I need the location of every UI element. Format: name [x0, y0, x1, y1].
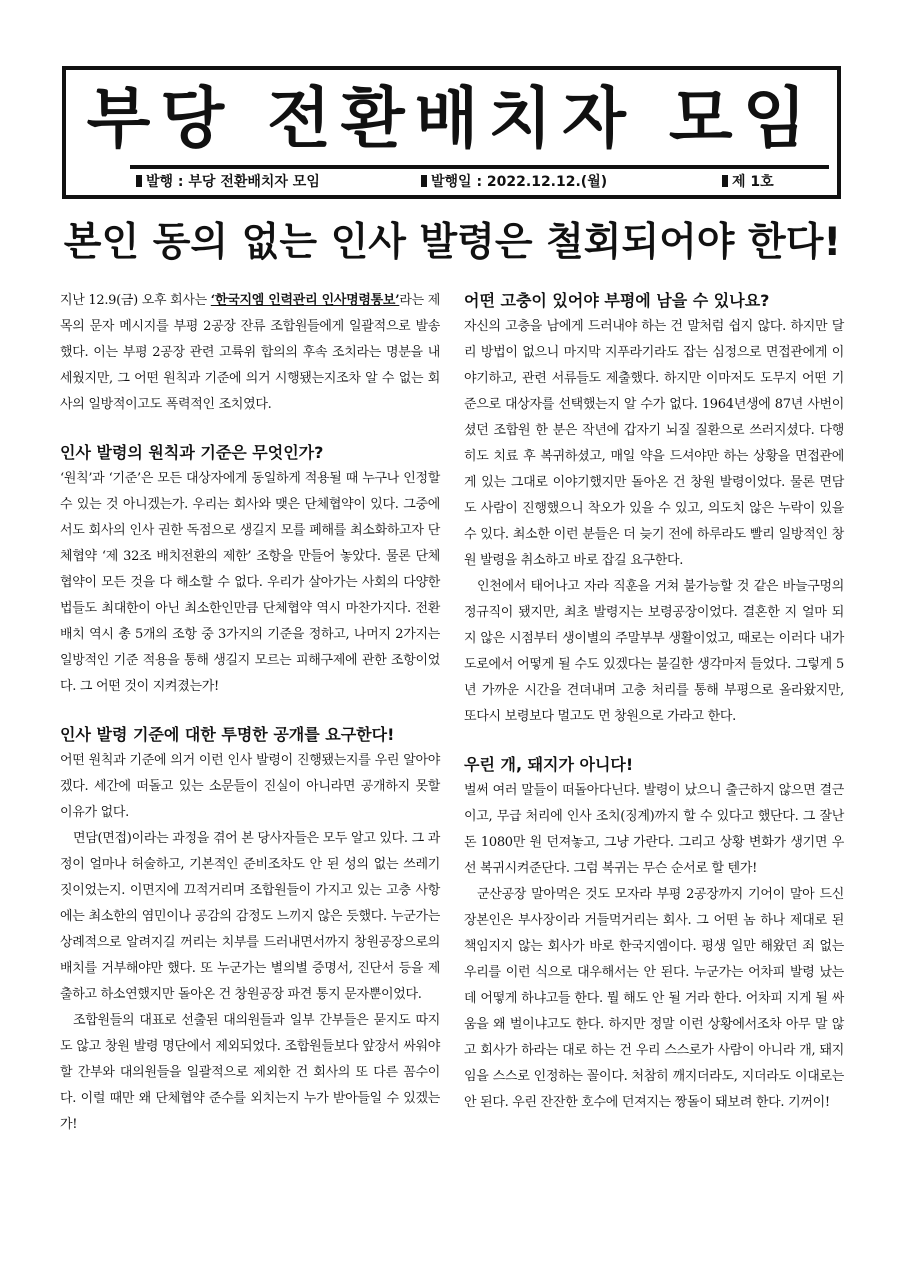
masthead-rule: [130, 165, 829, 169]
intro-paragraph: [60, 288, 440, 418]
intro-text-strong: ‘한국지엠 인력관리 인사명령통보’: [210, 293, 400, 308]
left-column: [60, 288, 440, 1138]
paragraph: 자신의 고충을 남에게 드러내야 하는 건 말처럼 쉽지 않다. 하지만 달리 방법이 없으니 마지막 지푸라기라도 잡는 심정으로 면접관에게 이야기하고, 관련 서류들도 제출했다. 하지만 이마저도 도무지 어떤 기준으로 대상자를 선택했는지 알 수가 없다. 1964년생에 87년 사번이셨던 조합원 한 분은 작년에 갑자기 뇌질 질환으로 쓰러지셨다. 다행히도 치료 후 복귀하셨고, 매일 약을 드셔야만 하는 상황을 면접관에게 있는 그대로 이야기했지만 돌아온 건 창원 발령이었다. 물론 면담도 사람이 진행했으니 착오가 있을 수 있고, 의도치 않은 누락이 있을 수 있다. 최소한 이런 분들은 더 늦기 전에 하루라도 빨리 일방적인 창원 발령을 취소하고 바로 잡길 요구한다.: [464, 319, 844, 568]
paragraph: 어떤 원칙과 기준에 의거 이런 인사 발령이 진행됐는지를 우린 알아야겠다. 세간에 떠돌고 있는 소문들이 진실이 아니라면 공개하지 못할 이유가 없다.: [60, 753, 440, 820]
masthead-issue: [722, 173, 774, 191]
intro-text-post: 라는 제목의 문자 메시지를 부평 2공장 잔류 조합원들에게 일괄적으로 발송했다. 이는 부평 2공장 관련 고륙위 합의의 후속 조치라는 명분을 내세웠지만, 그 어떤 원칙과 기준에 의거 시행됐는지조차 알 수 없는 회사의 일방적이고도 폭력적인 조치였다.: [60, 293, 440, 412]
bullet-square-icon: [421, 175, 427, 187]
masthead: [62, 66, 841, 199]
intro-text-pre: 지난 12.9(금) 오후 회사는: [60, 293, 211, 308]
paragraph: 면담(면접)이라는 과정을 겪어 본 당사자들은 모두 알고 있다. 그 과정이 얼마나 허술하고, 기본적인 준비조차도 안 된 성의 없는 쓰레기 짓이었는지. 이면지에 끄적거리며 조합원들이 가지고 있는 고충 사항에는 최소한의 염민이나 공감의 감정도 느끼지 않은 듯했다. 누군가는 상례적으로 알려지길 꺼리는 치부를 드러내면서까지 창원공장으로의 배치를 거부해야만 했다. 또 누군가는 별의별 증명서, 진단서 등을 제출하고 하소연했지만 돌아온 건 창원공장 파견 통지 문자뿐이었다.: [60, 831, 440, 1002]
date-text: 발행일 : 2022.12.12.(월): [431, 174, 608, 190]
bullet-square-icon: [136, 175, 142, 187]
publisher-text: 발행 : 부당 전환배치자 모임: [146, 174, 320, 190]
section-heading: 인사 발령의 원칙과 기준은 무엇인가?: [60, 443, 324, 462]
section-heading: 인사 발령 기준에 대한 투명한 공개를 요구한다!: [60, 725, 395, 744]
masthead-title: 부당 전환배치자 모임: [86, 80, 817, 157]
headline: 본인 동의 없는 인사 발령은 철회되어야 한다!: [63, 220, 842, 265]
paragraph: 인천에서 태어나고 자라 직훈을 거쳐 불가능할 것 같은 바늘구멍의 정규직이 됐지만, 최초 발령지는 보령공장이었다. 결혼한 지 얼마 되지 않은 시점부터 생이별의 주말부부 생활이었고, 때로는 이러다 내가 도로에서 어떻게 될 수도 있겠다는 불길한 생각마저 들었다. 그렇게 5년 가까운 시간을 견뎌내며 고충 처리를 통해 부평으로 올라왔지만, 또다시 보령보다 멀고도 먼 창원으로 가라고 한다.: [464, 579, 844, 724]
paragraph: 벌써 여러 말들이 떠돌아다닌다. 발령이 났으니 출근하지 않으면 결근이고, 무급 처리에 인사 조치(징계)까지 할 수 있다고 했단다. 그 잘난 돈 1080만 원 던져놓고, 그냥 가란다. 그리고 상황 변화가 생기면 우선 복귀시켜준단다. 그럼 복귀는 무슨 순서로 할 텐가!: [464, 783, 844, 876]
paragraph: 조합원들의 대표로 선출된 대의원들과 일부 간부들은 묻지도 따지도 않고 창원 발령 명단에서 제외되었다. 조합원들보다 앞장서 싸워야 할 간부와 대의원들을 일괄적으로 제외한 건 회사의 또 다른 꼼수이다. 이럴 때만 왜 단체협약 준수를 외치는지 누가 받아들일 수 있겠는가!: [60, 1013, 440, 1132]
paragraph: ‘원칙’과 ‘기준’은 모든 대상자에게 동일하게 적용될 때 누구나 인정할 수 있는 것 아니겠는가. 우리는 회사와 맺은 단체협약이 있다. 그중에서도 회사의 인사 권한 독점으로 생길지 모를 폐해를 최소화하고자 단체협약 ‘제 32조 배치전환의 제한’ 조항을 만들어 놓았다. 물론 단체협약이 모든 것을 다 해소할 수 없다. 우리가 살아가는 사회의 다양한 법들도 최대한이 아닌 최소한인만큼 단체협약 역시 마찬가지다. 전환배치 역시 총 5개의 조항 중 3가지의 기준을 정하고, 나머지 2가지는 일방적인 기준 적용을 통해 생길지 모르는 피해구제에 관한 조항이었다. 그 어떤 것이 지켜졌는가!: [60, 471, 440, 694]
paragraph: 군산공장 말아먹은 것도 모자라 부평 2공장까지 기어이 말아 드신 장본인은 부사장이라 거들먹거리는 회사. 그 어떤 놈 하나 제대로 된 책임지지 않는 회사가 바로 한국지엠이다. 평생 일만 해왔던 죄 없는 우리를 이런 식으로 대우해서는 안 된다. 누군가는 어차피 발령 났는데 어떻게 하냐고들 한다. 뭘 해도 안 될 거라 한다. 어차피 지게 될 싸움을 왜 벌이냐고도 한다. 하지만 정말 이런 상황에서조차 아무 말 않고 회사가 하라는 대로 하는 건 우리 스스로가 사람이 아니라 개, 돼지임을 스스로 인정하는 꼴이다. 처참히 깨지더라도, 지더라도 이대로는 안 된다. 우린 잔잔한 호수에 던져지는 짱돌이 돼보려 한다. 기꺼이!: [464, 887, 844, 1110]
section-heading: 우린 개, 돼지가 아니다!: [464, 755, 634, 774]
right-column: [464, 288, 844, 1116]
masthead-date: [421, 173, 607, 191]
masthead-publisher: [136, 173, 320, 191]
issue-text: 제 1호: [732, 174, 774, 190]
section-heading: 어떤 고충이 있어야 부평에 남을 수 있나요?: [464, 291, 770, 310]
bullet-square-icon: [722, 175, 728, 187]
